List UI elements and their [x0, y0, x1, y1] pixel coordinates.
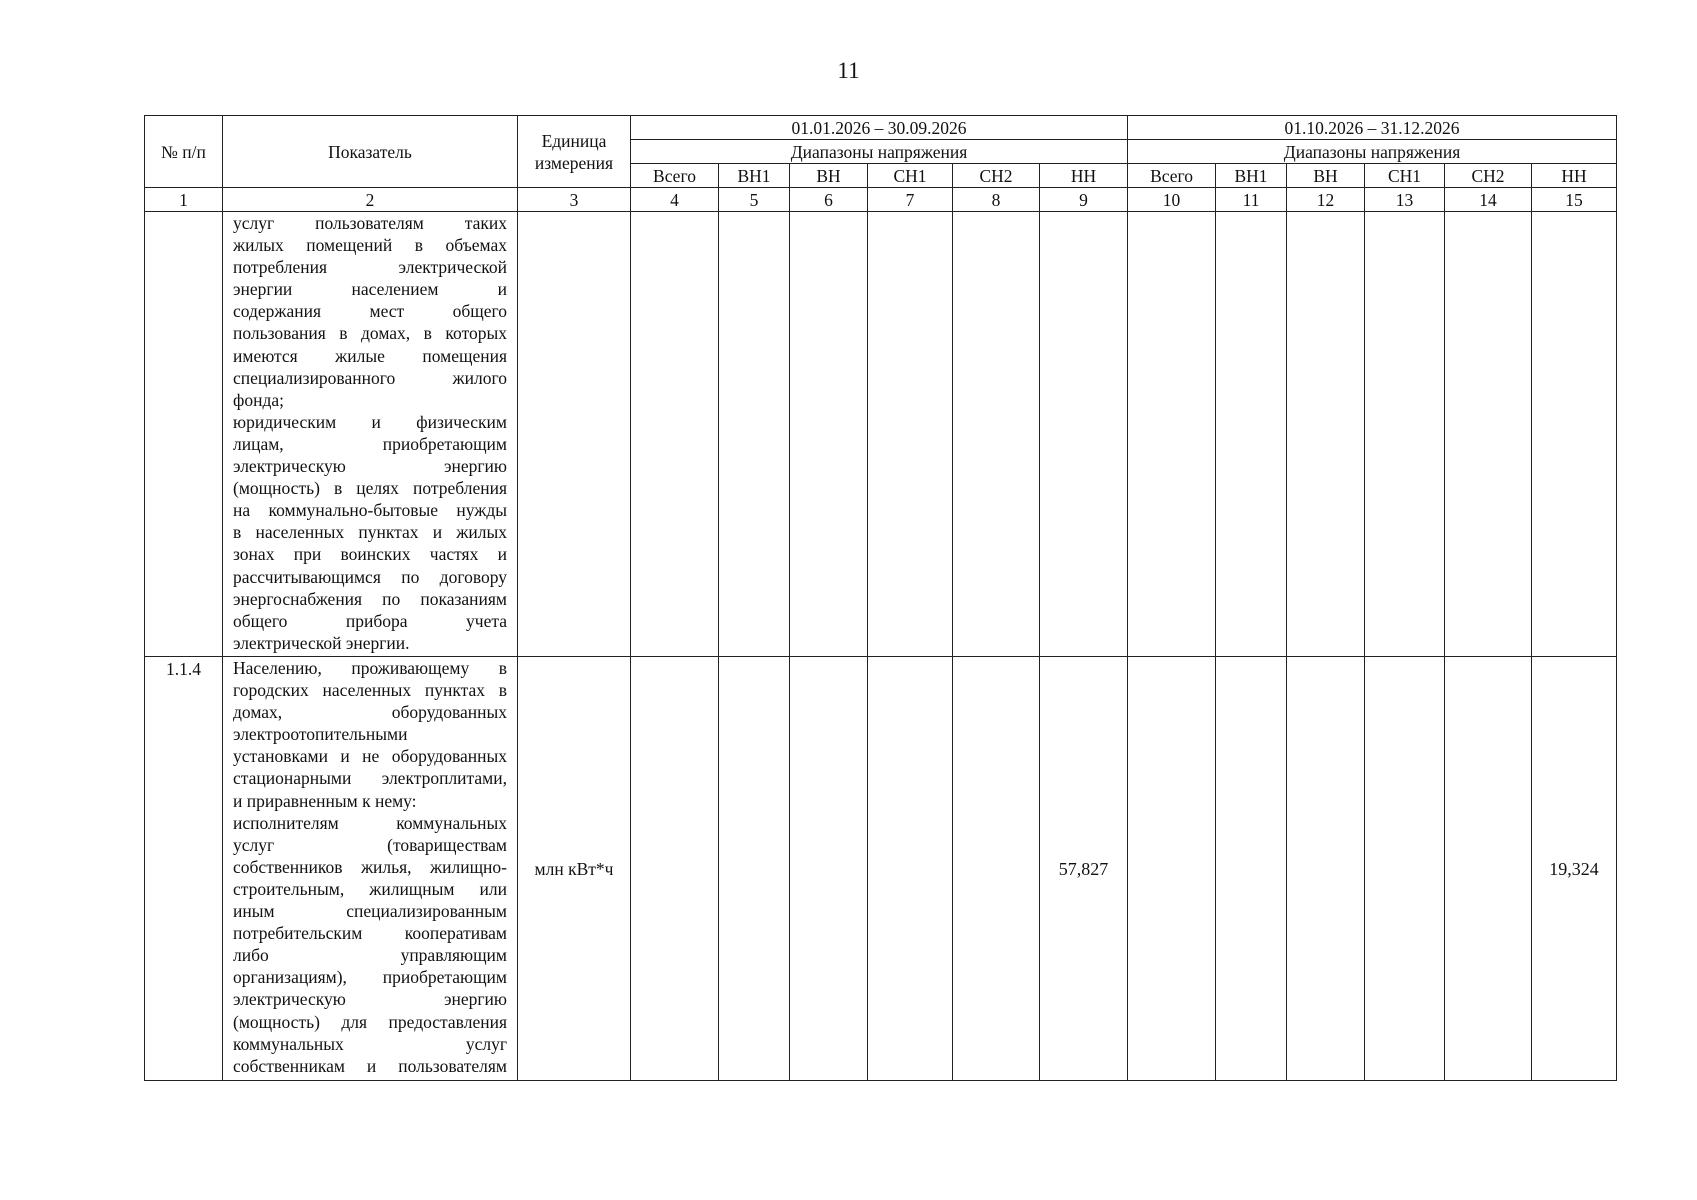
value-cell	[1445, 212, 1532, 657]
page-number: 11	[837, 58, 860, 83]
value-cell: 19,324	[1532, 657, 1617, 1081]
header-period-2: 01.10.2026 – 31.12.2026	[1128, 116, 1617, 140]
subcol-header: Всего	[1128, 164, 1216, 188]
header-ranges-2: Диапазоны напряжения	[1128, 140, 1617, 164]
value-cell	[1216, 212, 1287, 657]
subcol-header: ВН1	[719, 164, 790, 188]
column-number: 8	[953, 188, 1040, 212]
value-cell	[719, 657, 790, 1081]
header-num: № п/п	[145, 116, 223, 188]
subcol-header: ВН	[790, 164, 868, 188]
subcol-header: Всего	[631, 164, 719, 188]
header-period-1: 01.01.2026 – 30.09.2026	[631, 116, 1128, 140]
subcol-header: СН2	[953, 164, 1040, 188]
column-number: 11	[1216, 188, 1287, 212]
subcol-header: ВН1	[1216, 164, 1287, 188]
subcol-header: СН1	[1365, 164, 1445, 188]
column-number: 9	[1040, 188, 1128, 212]
column-number: 15	[1532, 188, 1617, 212]
table-row	[145, 657, 1617, 1081]
column-number: 1	[145, 188, 223, 212]
value-cell	[1216, 657, 1287, 1081]
column-number: 4	[631, 188, 719, 212]
column-number: 7	[868, 188, 953, 212]
row-indicator-text: услуг пользователям таких жилых помещений в объемах потребления электрической энергии населением и содержания мест общего пользования в домах, в которых имеются жилые помещения специализированного жилого фонда; юридическим и физическим лицам, приобретающим электрическую энергию (мощность) в целях потребления на коммунально-бытовые нужды в населенных пунктах и жилых зонах при воинских частях и рассчитывающимся по договору энергоснабжения по показаниям общего прибора учета электрической энергии.	[223, 212, 518, 657]
value-cell	[1287, 657, 1365, 1081]
header-row-1	[145, 116, 1617, 140]
row-unit	[518, 212, 631, 657]
value-cell	[1365, 212, 1445, 657]
column-number: 3	[518, 188, 631, 212]
value-cell	[1287, 212, 1365, 657]
column-number: 14	[1445, 188, 1532, 212]
value-cell	[953, 212, 1040, 657]
row-number: 1.1.4	[145, 657, 223, 1081]
subcol-header: НН	[1040, 164, 1128, 188]
column-number: 6	[790, 188, 868, 212]
column-number-row	[145, 188, 1617, 212]
value-cell	[868, 212, 953, 657]
value-cell	[790, 212, 868, 657]
subcol-header: ВН	[1287, 164, 1365, 188]
column-number: 2	[223, 188, 518, 212]
value-cell	[790, 657, 868, 1081]
row-number	[145, 212, 223, 657]
subcol-header: СН2	[1445, 164, 1532, 188]
value-cell	[1532, 212, 1617, 657]
column-number: 5	[719, 188, 790, 212]
tariff-table	[144, 115, 1617, 1081]
value-cell	[1128, 212, 1216, 657]
header-ranges-1: Диапазоны напряжения	[631, 140, 1128, 164]
value-cell	[1040, 212, 1128, 657]
table-row	[145, 212, 1617, 657]
column-number: 13	[1365, 188, 1445, 212]
header-unit: Единица измерения	[518, 116, 631, 188]
value-cell	[631, 657, 719, 1081]
value-cell	[1365, 657, 1445, 1081]
value-cell	[1128, 657, 1216, 1081]
row-indicator-text: Населению, проживающему в городских населенных пунктах в домах, оборудованных электроотопительными установками и не оборудованных стационарными электроплитами, и приравненным к нему: исполнителям коммунальных услуг (товариществам собственников жилья, жилищно- строительным, жилищным или иным специализированным потребительским кооперативам либо управляющим организациям), приобретающим электрическую энергию (мощность) для предоставления коммунальных услуг собственникам и пользователям	[223, 657, 518, 1081]
value-cell	[719, 212, 790, 657]
header-indicator: Показатель	[223, 116, 518, 188]
row-unit: млн кВт*ч	[518, 657, 631, 1081]
value-cell	[631, 212, 719, 657]
subcol-header: НН	[1532, 164, 1617, 188]
value-cell	[1445, 657, 1532, 1081]
column-number: 10	[1128, 188, 1216, 212]
column-number: 12	[1287, 188, 1365, 212]
value-cell: 57,827	[1040, 657, 1128, 1081]
value-cell	[953, 657, 1040, 1081]
subcol-header: СН1	[868, 164, 953, 188]
value-cell	[868, 657, 953, 1081]
